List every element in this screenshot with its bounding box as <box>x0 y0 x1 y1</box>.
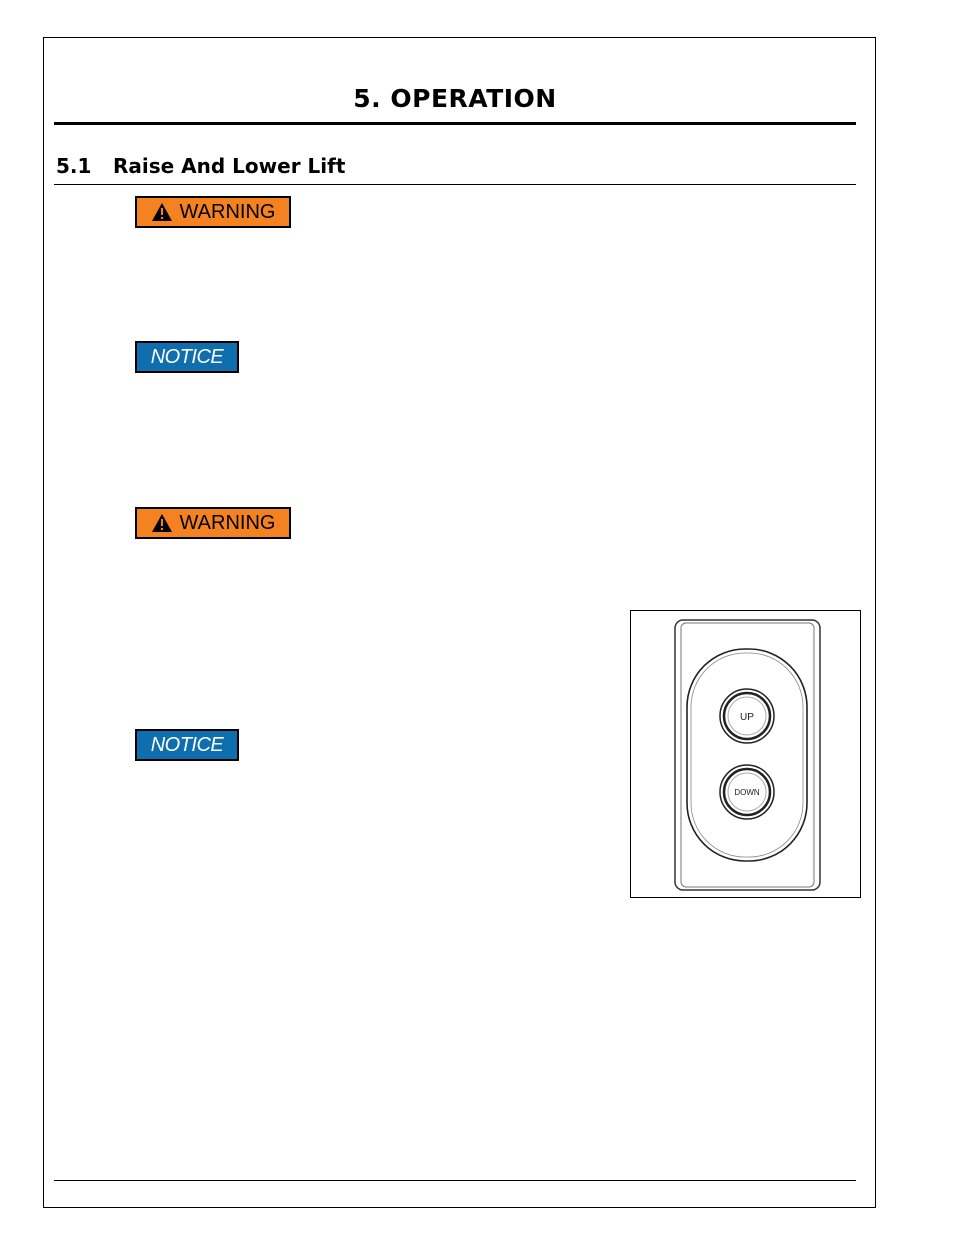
notice-label-text: NOTICE <box>150 733 224 756</box>
down-button-label: DOWN <box>734 788 760 797</box>
chapter-title: 5. OPERATION <box>353 84 557 113</box>
chapter-rule <box>54 122 856 125</box>
warning-label <box>135 507 291 539</box>
warning-triangle-icon <box>151 513 173 533</box>
footer-rule <box>54 1180 856 1181</box>
section-rule <box>54 184 856 185</box>
notice-label-text: NOTICE <box>150 345 224 368</box>
section-heading <box>56 154 345 178</box>
notice-label <box>135 341 239 373</box>
section-number: 5.1 <box>56 154 92 178</box>
section-title: Raise And Lower Lift <box>113 154 346 178</box>
control-pendant-illustration <box>631 611 862 899</box>
warning-label-text: WARNING <box>179 200 276 223</box>
warning-triangle-icon <box>151 202 173 222</box>
down-button <box>720 765 774 819</box>
warning-label-text: WARNING <box>179 511 276 534</box>
control-pendant-figure <box>630 610 861 898</box>
warning-label <box>135 196 291 228</box>
up-button-label: UP <box>740 712 754 723</box>
notice-label <box>135 729 239 761</box>
up-button <box>720 689 774 743</box>
